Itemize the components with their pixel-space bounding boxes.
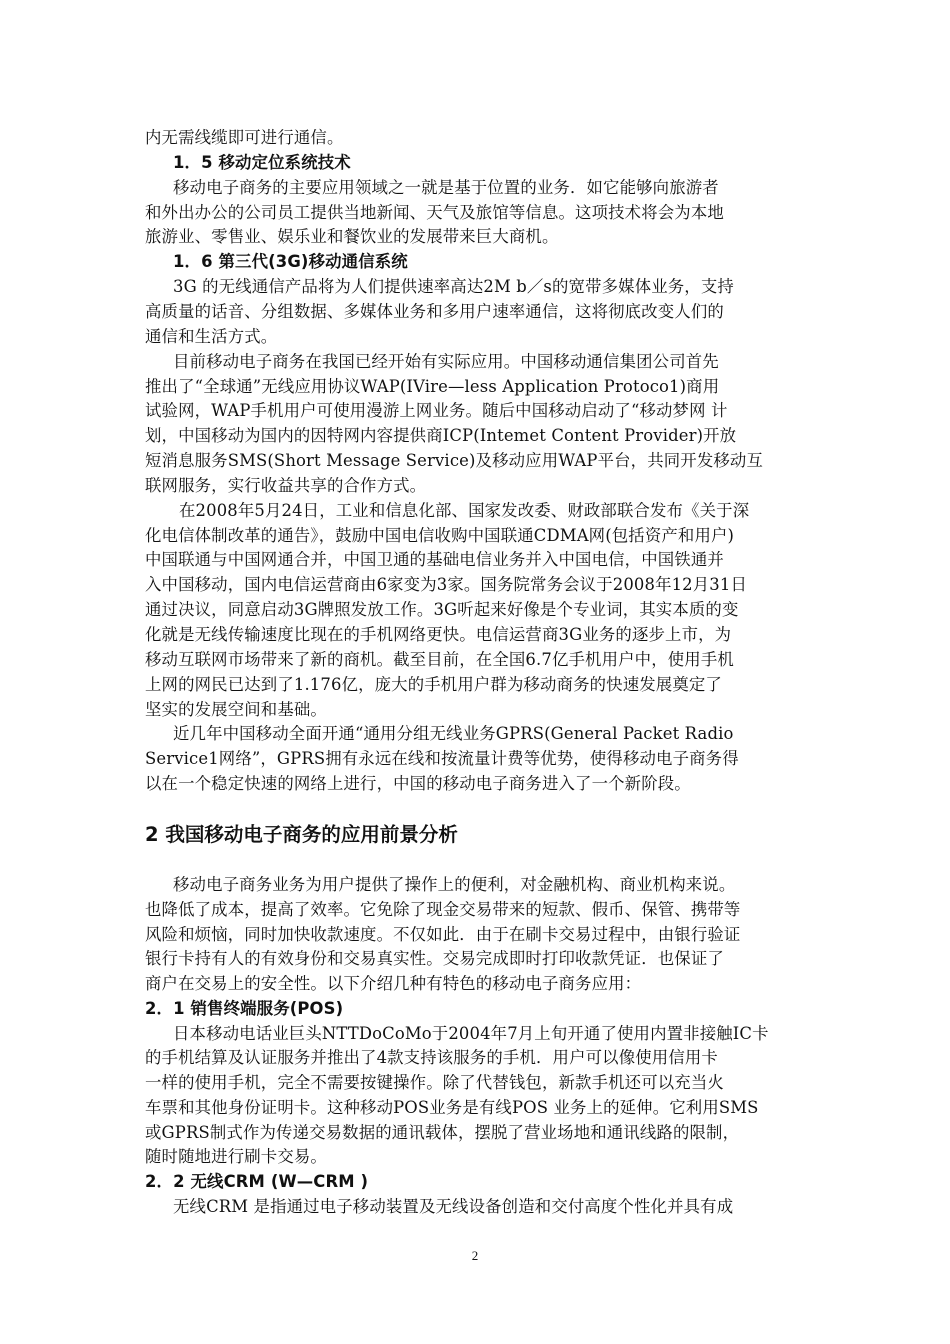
text-line: 划，中国移动为国内的因特网内容提供商ICP(Intemet Content Provider)开放: [145, 426, 737, 446]
subsection-heading: 2．1 销售终端服务(POS): [145, 998, 344, 1018]
text-line: 入中国移动，国内电信运营商由6家变为3家。国务院常务会议于2008年12月31日: [145, 575, 747, 595]
text-line: 通过决议，同意启动3G牌照发放工作。3G听起来好像是个专业词，其实本质的变: [145, 600, 739, 620]
subsection-heading: 1．5 移动定位系统技术: [173, 152, 351, 172]
text-line: 化电信体制改革的通告》，鼓励中国电信收购中国联通CDMA网(包括资产和用户): [145, 525, 735, 545]
text-line: 3G 的无线通信产品将为人们提供速率高达2M b／s的宽带多媒体业务，支持: [173, 277, 734, 297]
text-line: 上网的网民已达到了1.176亿，庞大的手机用户群为移动商务的快速发展奠定了: [145, 674, 722, 694]
text-line: 内无需线缆即可进行通信。: [145, 128, 344, 147]
text-line: 随时随地进行刷卡交易。: [145, 1147, 327, 1167]
text-line: 化就是无线传输速度比现在的手机网络更快。电信运营商3G业务的逐步上市，为: [145, 625, 732, 644]
text-line: Service1网络”，GPRS拥有永远在线和按流量计费等优势，使得移动电子商务得: [145, 749, 739, 769]
text-line: 目前移动电子商务在我国已经开始有实际应用。中国移动通信集团公司首先: [173, 351, 719, 371]
text-line: 银行卡持有人的有效身份和交易真实性。交易完成即时打印收款凭证．也保证了: [145, 949, 724, 969]
text-line: 在2008年5月24日，工业和信息化部、国家发改委、财政部联合发布《关于深: [179, 500, 750, 520]
text-line: 或GPRS制式作为传递交易数据的通讯载体，摆脱了营业场地和通讯线路的限制，: [145, 1122, 740, 1142]
subsection-heading: 1．6 第三代(3G)移动通信系统: [173, 252, 408, 272]
text-line: 短消息服务SMS(Short Message Service)及移动应用WAP平台，共同开发移动互: [145, 451, 763, 471]
text-line: 通信和生活方式。: [145, 326, 278, 346]
text-line: 车票和其他身份证明卡。这种移动POS业务是有线POS 业务上的延伸。它利用SMS: [145, 1097, 759, 1117]
text-line: 商户在交易上的安全性。以下介绍几种有特色的移动电子商务应用：: [145, 974, 642, 993]
text-line: 和外出办公的公司员工提供当地新闻、天气及旅馆等信息。这项技术将会为本地: [145, 202, 724, 222]
text-line: 推出了“全球通”无线应用协议WAP(IVire—less Application Protoco1)商用: [145, 376, 720, 396]
section-heading: 2 我国移动电子商务的应用前景分析: [145, 823, 458, 846]
text-line: 移动电子商务的主要应用领域之一就是基于位置的业务．如它能够向旅游者: [173, 177, 719, 197]
text-line: 移动互联网市场带来了新的商机。截至目前，在全国6.7亿手机用户中，使用手机: [145, 649, 734, 669]
text-line: 的手机结算及认证服务并推出了4款支持该服务的手机．用户可以像使用信用卡: [145, 1048, 718, 1068]
text-line: 中国联通与中国网通合并，中国卫通的基础电信业务并入中国电信，中国铁通并: [145, 550, 724, 570]
text-line: 也降低了成本，提高了效率。它免除了现金交易带来的短款、假币、保管、携带等: [145, 899, 741, 919]
text-line: 联网服务，实行收益共享的合作方式。: [145, 475, 427, 495]
text-line: 旅游业、零售业、娱乐业和餐饮业的发展带来巨大商机。: [145, 227, 559, 247]
text-line: 风险和烦恼，同时加快收款速度。不仅如此．由于在刷卡交易过程中，由银行验证: [145, 924, 741, 944]
text-line: 日本移动电话业巨头NTTDoCoMo于2004年7月上旬开通了使用内置非接触IC卡: [173, 1023, 769, 1043]
text-line: 一样的使用手机，完全不需要按键操作。除了代替钱包，新款手机还可以充当火: [145, 1073, 724, 1092]
text-line: 以在一个稳定快速的网络上进行，中国的移动电子商务进入了一个新阶段。: [145, 774, 691, 794]
text-line: 坚实的发展空间和基础。: [145, 699, 327, 719]
text-line: 移动电子商务业务为用户提供了操作上的便利，对金融机构、商业机构来说。: [173, 875, 736, 894]
text-line: 无线CRM 是指通过电子移动装置及无线设备创造和交付高度个性化并具有成: [173, 1196, 734, 1216]
page-number: 2: [471, 1248, 479, 1263]
subsection-heading: 2．2 无线CRM (W—CRM ): [145, 1172, 369, 1191]
text-line: 高质量的话音、分组数据、多媒体业务和多用户速率通信，这将彻底改变人们的: [145, 301, 724, 321]
text-line: 近几年中国移动全面开通“通用分组无线业务GPRS(General Packet Radio: [173, 724, 734, 744]
text-line: 试验网，WAP手机用户可使用漫游上网业务。随后中国移动启动了“移动梦网 计: [145, 401, 728, 421]
